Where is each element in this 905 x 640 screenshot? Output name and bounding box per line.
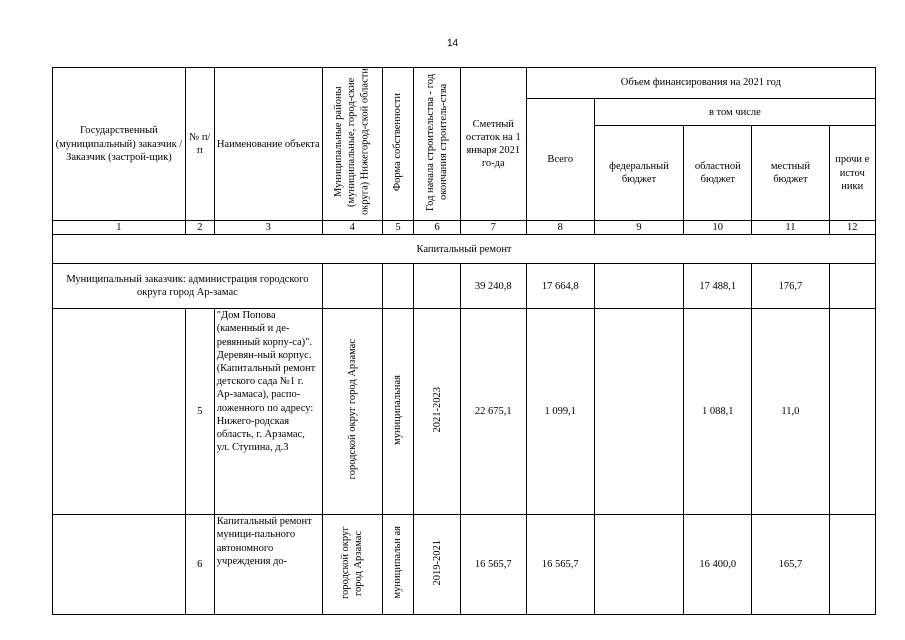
row-customer-cell xyxy=(53,515,186,615)
row-total: 16 565,7 xyxy=(526,515,594,615)
row-balance: 22 675,1 xyxy=(460,309,526,515)
row-ownership-text: муниципальн ая xyxy=(392,526,404,599)
row-ownership xyxy=(382,515,414,615)
row-district-text: городской округ город Арзамас xyxy=(346,339,358,480)
row-district-text: городской округ город Арзамас xyxy=(339,526,365,599)
row-object-name: "Дом Попова (каменный и де-ревянный корпу-са)". Деревян-ный корпус. (Капитальный ремонт детского сада №1 г. Ар-замаса), распо-ложенного по адресу: Нижего-родская область, г. Арзамас, ул. Ступина, д.3 xyxy=(214,309,322,515)
row-federal xyxy=(594,515,684,615)
row-ownership-text: муниципальная xyxy=(392,374,404,445)
customer-name: Муниципальный заказчик: администрация городского округа город Ар-замас xyxy=(53,264,323,309)
financing-table xyxy=(52,67,876,615)
customer-row xyxy=(53,264,876,309)
table-row xyxy=(53,309,876,515)
column-number: 8 xyxy=(526,221,594,235)
row-federal xyxy=(594,309,684,515)
column-number: 6 xyxy=(414,221,460,235)
column-number: 12 xyxy=(829,221,875,235)
header-number: № п/п xyxy=(185,68,214,221)
header-local: местный бюджет xyxy=(752,126,829,221)
row-ownership xyxy=(382,309,414,515)
customer-local: 176,7 xyxy=(752,264,829,309)
customer-total: 17 664,8 xyxy=(526,264,594,309)
header-district xyxy=(322,68,382,221)
column-number-row xyxy=(53,221,876,235)
row-local: 165,7 xyxy=(752,515,829,615)
header-federal: федеральный бюджет xyxy=(594,126,684,221)
column-number: 4 xyxy=(322,221,382,235)
header-financing: Объем финансирования на 2021 год xyxy=(526,68,875,99)
header-ownership-text: Форма собственности xyxy=(392,92,404,192)
customer-years xyxy=(414,264,460,309)
header-district-text: Муниципальные районы (муниципальные, город-ские округа) Нижегород-ской области xyxy=(333,68,371,216)
row-regional: 16 400,0 xyxy=(684,515,752,615)
row-customer-cell xyxy=(53,309,186,515)
customer-federal xyxy=(594,264,684,309)
column-number: 3 xyxy=(214,221,322,235)
header-regional: областной бюджет xyxy=(684,126,752,221)
header-ownership xyxy=(382,68,414,221)
row-years xyxy=(414,515,460,615)
header-years-text: Год начала строительства - год окончания строитель-ства xyxy=(424,73,450,211)
header-other: прочи е источ ники xyxy=(829,126,875,221)
section-title: Капитальный ремонт xyxy=(53,235,876,264)
column-number: 10 xyxy=(684,221,752,235)
table-row xyxy=(53,515,876,615)
customer-other xyxy=(829,264,875,309)
row-other xyxy=(829,515,875,615)
header-object-name: Наименование объекта xyxy=(214,68,322,221)
customer-regional: 17 488,1 xyxy=(684,264,752,309)
column-number: 7 xyxy=(460,221,526,235)
customer-district xyxy=(322,264,382,309)
header-total: Всего xyxy=(526,99,594,221)
header-customer: Государственный (муниципальный) заказчик / Заказчик (застрой-щик) xyxy=(53,68,186,221)
row-regional: 1 088,1 xyxy=(684,309,752,515)
row-years-text: 2021-2023 xyxy=(431,386,443,433)
column-number: 1 xyxy=(53,221,186,235)
row-local: 11,0 xyxy=(752,309,829,515)
customer-ownership xyxy=(382,264,414,309)
row-number: 5 xyxy=(185,309,214,515)
column-number: 2 xyxy=(185,221,214,235)
column-number: 5 xyxy=(382,221,414,235)
row-other xyxy=(829,309,875,515)
column-number: 9 xyxy=(594,221,684,235)
customer-balance: 39 240,8 xyxy=(460,264,526,309)
row-district xyxy=(322,515,382,615)
row-district xyxy=(322,309,382,515)
column-number: 11 xyxy=(752,221,829,235)
header-balance: Сметный остаток на 1 января 2021 го-да xyxy=(460,68,526,221)
row-balance: 16 565,7 xyxy=(460,515,526,615)
row-years xyxy=(414,309,460,515)
row-total: 1 099,1 xyxy=(526,309,594,515)
row-number: 6 xyxy=(185,515,214,615)
header-years xyxy=(414,68,460,221)
header-including: в том числе xyxy=(594,99,875,126)
row-object-name: Капитальный ремонт муници-пального автономного учреждения до- xyxy=(214,515,322,615)
page-number: 14 xyxy=(446,38,459,49)
row-years-text: 2019-2021 xyxy=(431,539,443,586)
